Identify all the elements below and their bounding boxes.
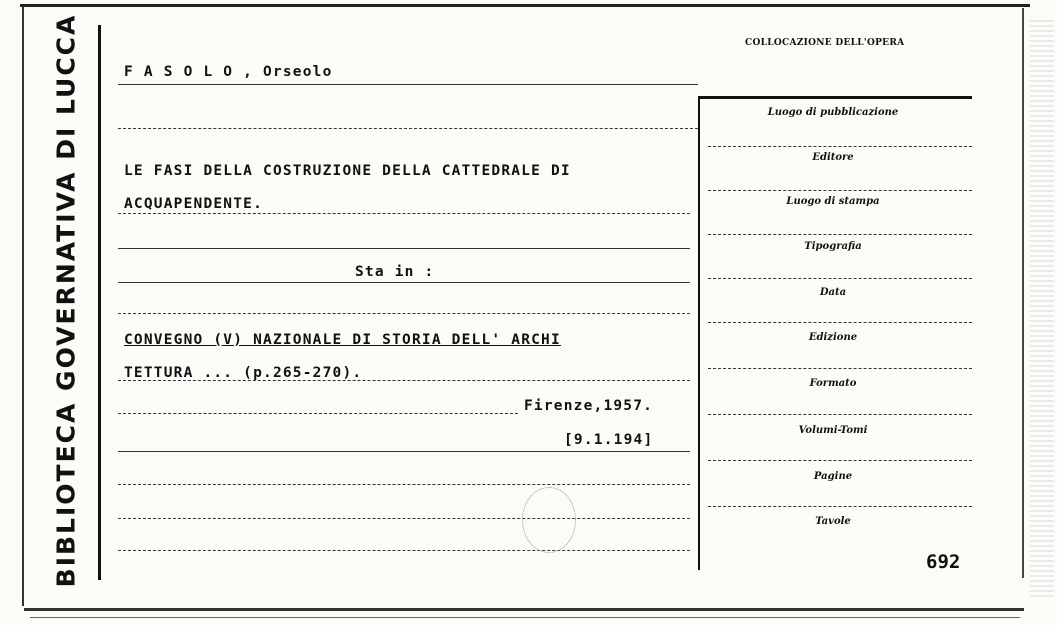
- field-formato: Formato: [809, 378, 857, 389]
- field-rule: [708, 278, 972, 279]
- rule-line: [118, 128, 698, 129]
- field-rule: [708, 414, 972, 415]
- field-rule: [708, 506, 972, 507]
- field-rule: [708, 368, 972, 369]
- rule-line: [118, 518, 690, 519]
- card-edge-top: [20, 4, 1030, 7]
- spine-rule: [98, 25, 101, 580]
- field-data: Data: [819, 287, 847, 298]
- place-year: Firenze,1957.: [524, 398, 654, 414]
- scan-noise-strip: [1030, 20, 1054, 600]
- field-rule: [708, 234, 972, 235]
- source-line-2: TETTURA ... (p.265-270).: [124, 365, 363, 381]
- card-edge-bottom-inner: [30, 617, 1020, 618]
- title-line-2: ACQUAPENDENTE.: [124, 196, 264, 212]
- rule-line: [118, 313, 690, 314]
- collocazione-box-top: [698, 96, 972, 99]
- rule-line: [118, 451, 690, 452]
- library-name: BIBLIOTECA GOVERNATIVA DI LUCCA: [51, 13, 81, 587]
- rule-line: [118, 282, 690, 283]
- author: F A S O L O , Orseolo: [124, 64, 333, 80]
- rule-line: [118, 213, 690, 214]
- title-line-1: LE FASI DELLA COSTRUZIONE DELLA CATTEDRALE DI: [124, 163, 571, 179]
- card-edge-right: [1022, 8, 1024, 578]
- field-edizione: Edizione: [808, 332, 858, 343]
- field-luogo-stampa: Luogo di stampa: [786, 196, 880, 207]
- field-luogo-pubblicazione: Luogo di pubblicazione: [767, 107, 899, 118]
- collocazione-header: COLLOCAZIONE DELL'OPERA: [745, 38, 905, 48]
- field-tipografia: Tipografia: [804, 241, 862, 252]
- rule-line: [118, 484, 690, 485]
- field-rule: [708, 460, 972, 461]
- card-edge-left: [22, 6, 24, 606]
- rule-line: [118, 248, 690, 249]
- field-rule: [708, 322, 972, 323]
- sta-in-label: Sta in :: [355, 264, 435, 280]
- card-edge-bottom: [24, 608, 1024, 611]
- handwritten-number: 692: [926, 551, 961, 573]
- faded-stamp: [522, 487, 576, 553]
- rule-line: [118, 84, 698, 85]
- field-volumi-tomi: Volumi-Tomi: [798, 425, 868, 436]
- library-spine-label: [40, 13, 92, 587]
- accession-number: [9.1.194]: [564, 432, 654, 448]
- field-tavole: Tavole: [815, 516, 851, 527]
- rule-line: [118, 550, 690, 551]
- collocazione-box-border: [698, 96, 700, 570]
- field-pagine: Pagine: [813, 471, 853, 482]
- field-rule: [708, 190, 972, 191]
- field-editore: Editore: [812, 152, 854, 163]
- rule-line: [118, 413, 518, 414]
- source-line-1: CONVEGNO (V) NAZIONALE DI STORIA DELL' ARCHI: [124, 332, 561, 348]
- field-rule: [708, 146, 972, 147]
